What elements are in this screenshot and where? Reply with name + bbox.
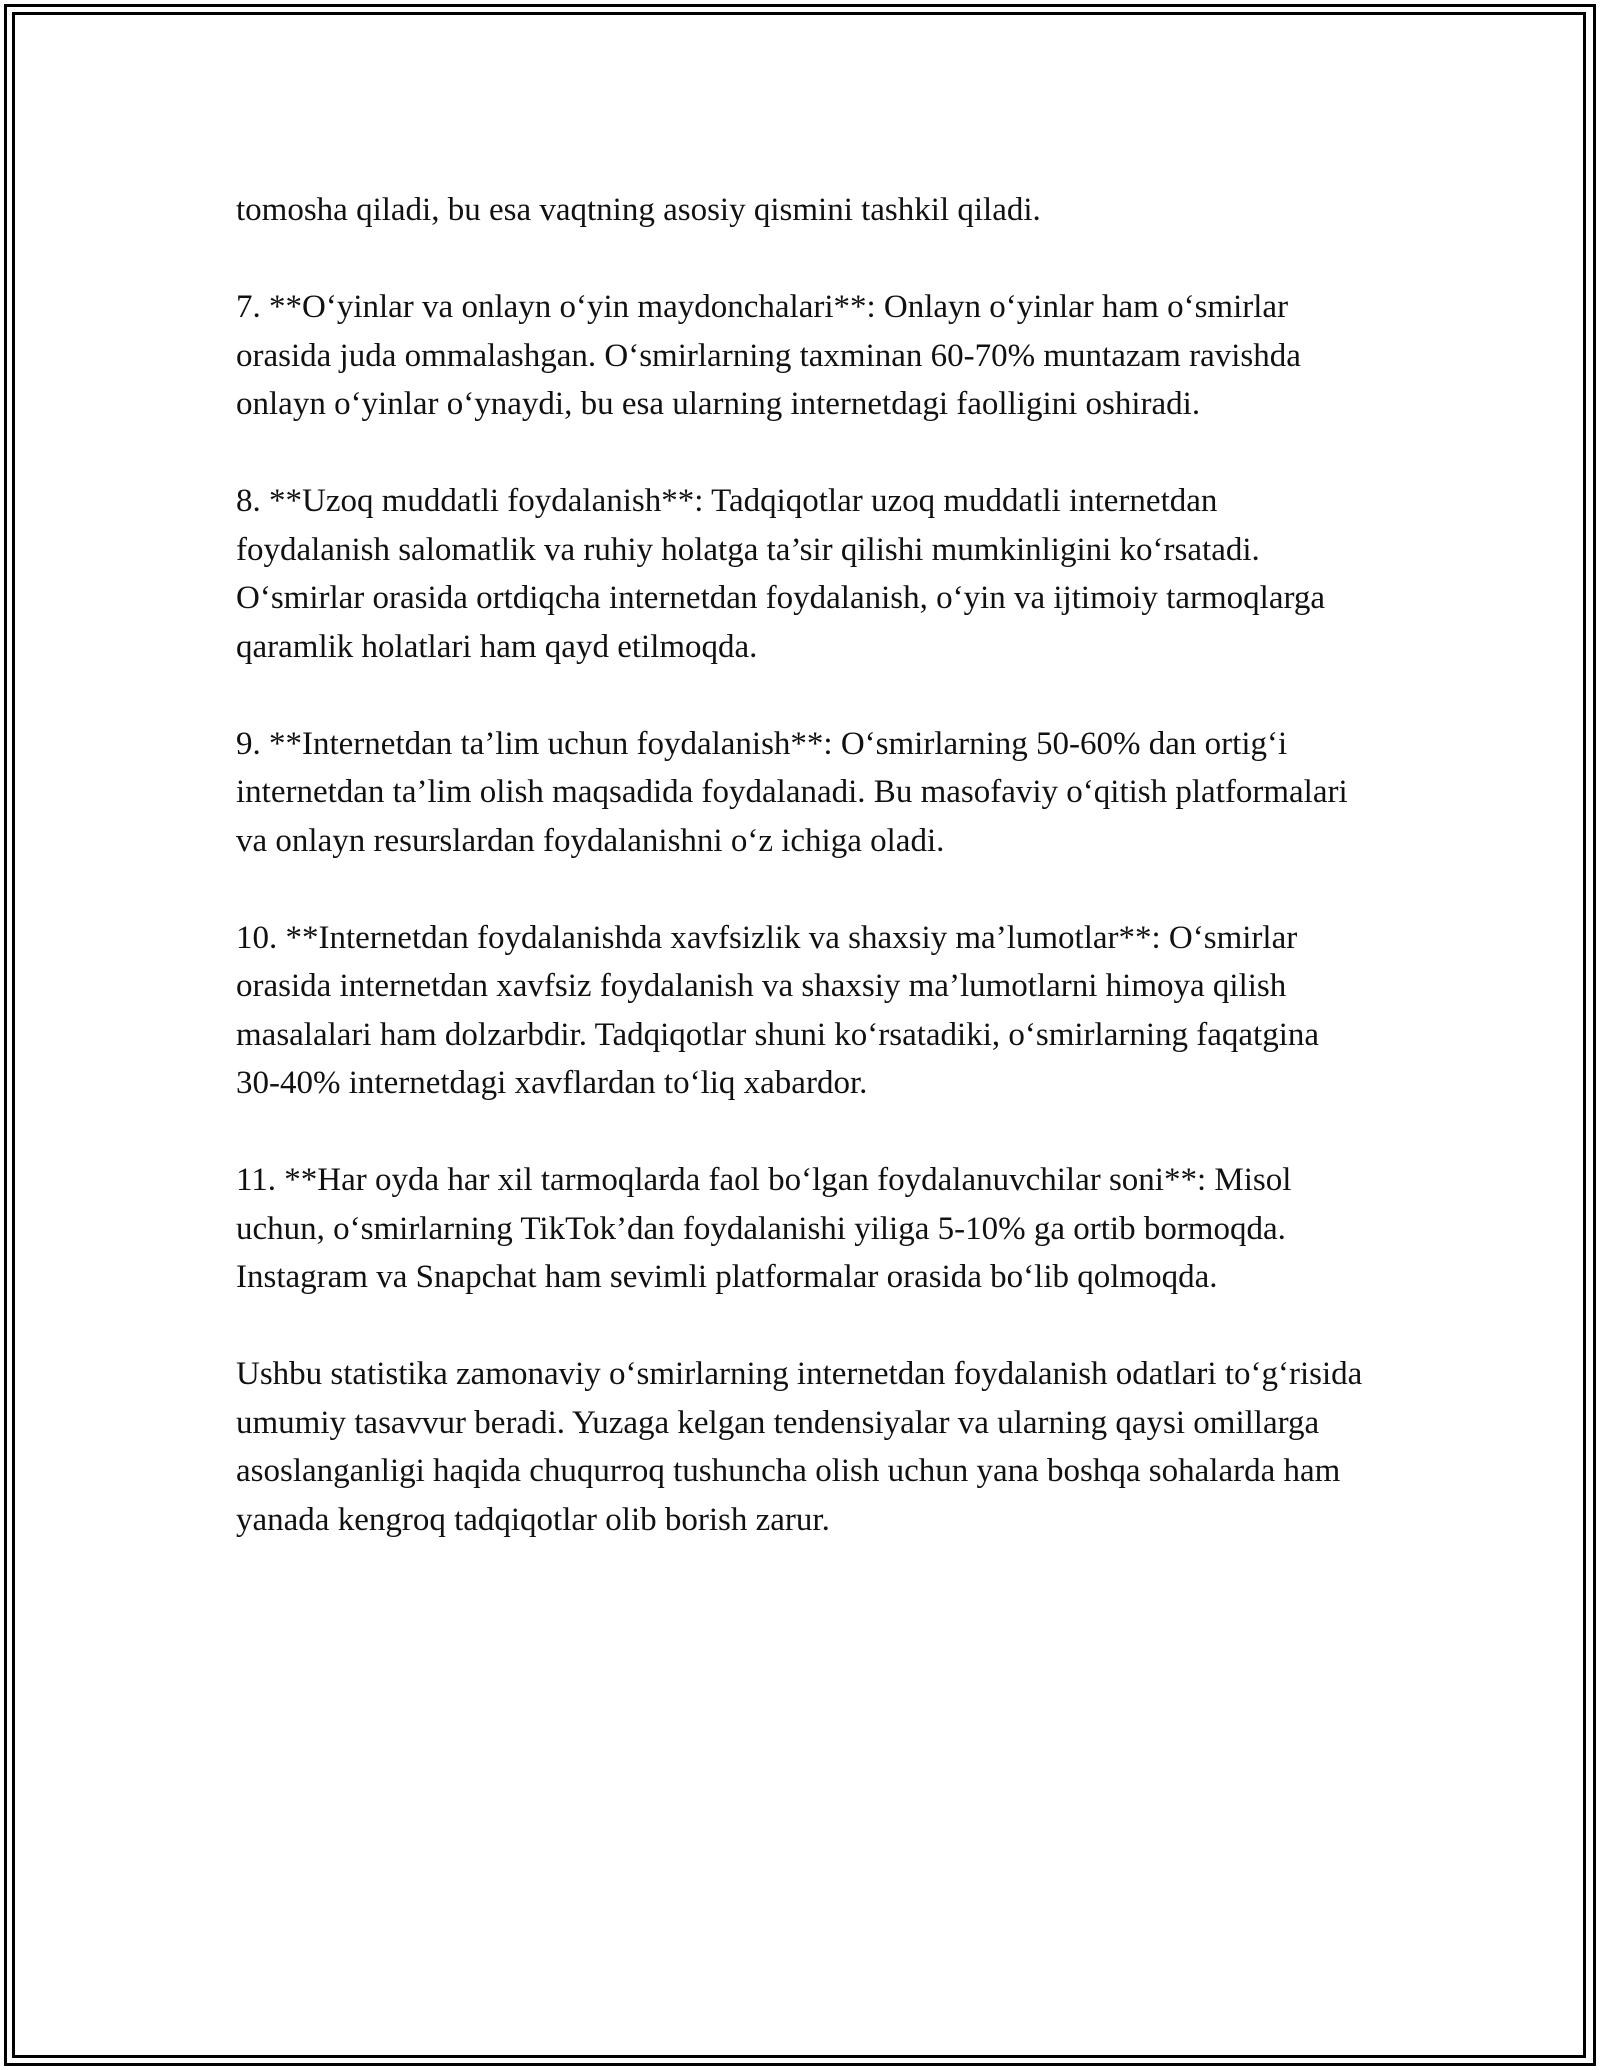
paragraph-continuation: tomosha qiladi, bu esa vaqtning asosiy qismini tashkil qiladi. <box>236 192 1041 228</box>
paragraph-conclusion: Ushbu statistika zamonaviy o‘smirlarning internetdan foydalanish odatlari to‘g‘risida umumiy tasavvur beradi. Yuzaga kelgan tendensiyalar va ularning qaysi omillarga asoslanganligi haqida chuqurroq tushuncha olish uchun yana boshqa sohalarda ham yanada kengroq tadqiqotlar olib borish zarur. <box>236 1356 1363 1538</box>
paragraph-item-11: 11. **Har oyda har xil tarmoqlarda faol bo‘lgan foydalanuvchilar soni**: Misol uchun, o‘smirlarning TikTok’dan foydalanishi yiliga 5-10% ga ortib bormoqda. Instagram va Snapchat ham sevimli platformalar orasida bo‘lib qolmoqda. <box>236 1162 1292 1295</box>
document-body <box>236 186 1366 1593</box>
paragraph-item-9: 9. **Internetdan ta’lim uchun foydalanish**: O‘smirlarning 50-60% dan ortig‘i internetdan ta’lim olish maqsadida foydalanadi. Bu masofaviy o‘qitish platformalari va onlayn resurslardan foydalanishni o‘z ichiga oladi. <box>236 725 1348 859</box>
paragraph-item-10: 10. **Internetdan foydalanishda xavfsizlik va shaxsiy ma’lumotlar**: O‘smirlar orasida internetdan xavfsiz foydalanish va shaxsiy ma’lumotlarni himoya qilish masalalari ham dolzarbdir. Tadqiqotlar shuni ko‘rsatadiki, o‘smirlarning faqatgina 30-40% internetdagi xavflardan to‘liq xabardor. <box>236 919 1320 1101</box>
paragraph-item-7: 7. **O‘yinlar va onlayn o‘yin maydonchalari**: Onlayn o‘yinlar ham o‘smirlar orasida juda ommalashgan. O‘smirlarning taxminan 60-70% muntazam ravishda onlayn o‘yinlar o‘ynaydi, bu esa ularning internetdagi faolligini oshiradi. <box>236 289 1301 422</box>
paragraph-item-8: 8. **Uzoq muddatli foydalanish**: Tadqiqotlar uzoq muddatli internetdan foydalanish salomatlik va ruhiy holatga ta’sir qilishi mumkinligini ko‘rsatadi. O‘smirlar orasida ortdiqcha internetdan foydalanish, o‘yin va ijtimoiy tarmoqlarga qaramlik holatlari ham qayd etilmoqda. <box>236 483 1325 665</box>
